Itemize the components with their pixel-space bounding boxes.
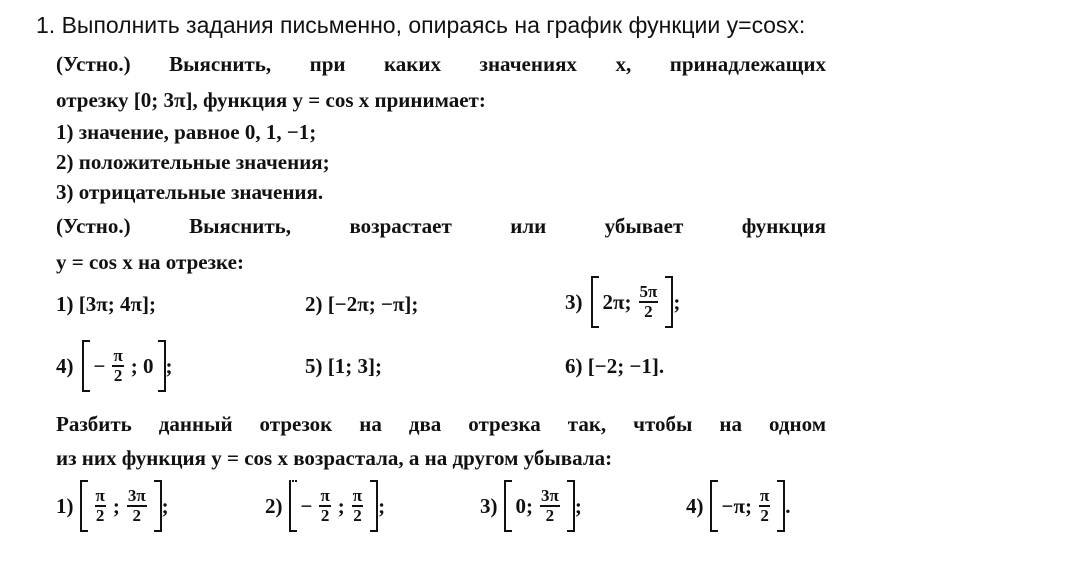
right-bracket	[777, 480, 785, 532]
right-bracket	[665, 276, 673, 328]
numerator: π	[320, 486, 330, 505]
fraction	[639, 283, 659, 321]
task2-line1: (Устно.) Выяснить, возрастает или убывает функция	[56, 214, 826, 238]
task2-item-3	[565, 276, 680, 328]
task1-line2: отрезку [0; 3π], функция y = cos x принимает:	[56, 88, 486, 112]
task3-item-4	[686, 480, 791, 532]
task2-line2: y = cos x на отрезке:	[56, 250, 244, 274]
numerator: π	[759, 486, 770, 505]
left-bracket	[710, 480, 718, 532]
left-bracket	[504, 480, 512, 532]
task1-item-3: 3) отрицательные значения.	[56, 180, 324, 204]
item-end: ;	[165, 353, 173, 378]
task3-item-2	[265, 480, 385, 532]
item-end: ;	[673, 289, 681, 314]
denominator: 2	[320, 506, 330, 525]
separator: ;	[337, 493, 345, 518]
denominator: 2	[545, 506, 555, 525]
item-label: 4)	[56, 353, 74, 378]
right-bracket	[158, 340, 166, 392]
item-label: 2)	[265, 493, 283, 518]
item-end: ;	[161, 493, 169, 518]
item-label: 1)	[56, 493, 74, 518]
assignment-title: 1. Выполнить задания письменно, опираясь на график функции y=cosx:	[36, 12, 806, 38]
item-end: ;	[574, 493, 582, 518]
expr-part: 2π;	[602, 289, 632, 314]
left-bracket	[289, 480, 297, 532]
denominator: 2	[760, 506, 769, 525]
item-label: 3)	[565, 289, 583, 314]
task3-line1: Разбить данный отрезок на два отрезка так, чтобы на одном	[56, 412, 826, 436]
numerator: 3π	[127, 486, 146, 505]
left-bracket	[591, 276, 599, 328]
right-bracket	[154, 480, 162, 532]
minus-sign: −	[300, 493, 313, 518]
task1-item-1: 1) значение, равное 0, 1, −1;	[56, 120, 317, 144]
task3-line2: из них функция y = cos x возрастала, а на другом убывала:	[56, 446, 613, 470]
task2-item-1: 1) [3π; 4π];	[56, 292, 156, 316]
fraction	[319, 487, 330, 525]
expr-part: −π;	[721, 493, 752, 518]
item-label: 4)	[686, 493, 704, 518]
separator: ;	[112, 493, 120, 518]
numerator: π	[113, 346, 123, 365]
item-end: ;	[378, 493, 386, 518]
fraction	[95, 487, 106, 525]
denominator: 2	[132, 506, 141, 525]
right-bracket	[370, 480, 378, 532]
numerator: π	[352, 486, 363, 505]
task2-item-2: 2) [−2π; −π];	[305, 292, 419, 316]
task3-item-3	[480, 480, 582, 532]
fraction	[759, 487, 770, 525]
left-bracket	[82, 340, 90, 392]
numerator: 3π	[541, 486, 559, 505]
fraction	[540, 487, 560, 525]
expr-part: ; 0	[130, 353, 154, 378]
task1-item-2: 2) положительные значения;	[56, 150, 330, 174]
item-label: 3)	[480, 493, 498, 518]
left-bracket	[80, 480, 88, 532]
fraction	[352, 487, 363, 525]
task2-item-5: 5) [1; 3];	[305, 354, 382, 378]
denominator: 2	[95, 506, 105, 525]
denominator: 2	[353, 506, 362, 525]
task2-item-6: 6) [−2; −1].	[565, 354, 665, 378]
task2-item-4	[56, 340, 173, 392]
item-end: .	[785, 493, 791, 518]
expr-part: 0;	[515, 493, 533, 518]
task1-line1: (Устно.) Выяснить, при каких значениях x, принадлежащих	[56, 52, 826, 76]
numerator: π	[95, 486, 105, 505]
task3-item-1	[56, 480, 169, 532]
fraction	[112, 347, 123, 385]
numerator: 5π	[639, 282, 658, 301]
denominator: 2	[113, 366, 123, 385]
right-bracket	[567, 480, 575, 532]
minus-sign: −	[93, 353, 106, 378]
denominator: 2	[644, 302, 653, 321]
fraction	[127, 487, 147, 525]
